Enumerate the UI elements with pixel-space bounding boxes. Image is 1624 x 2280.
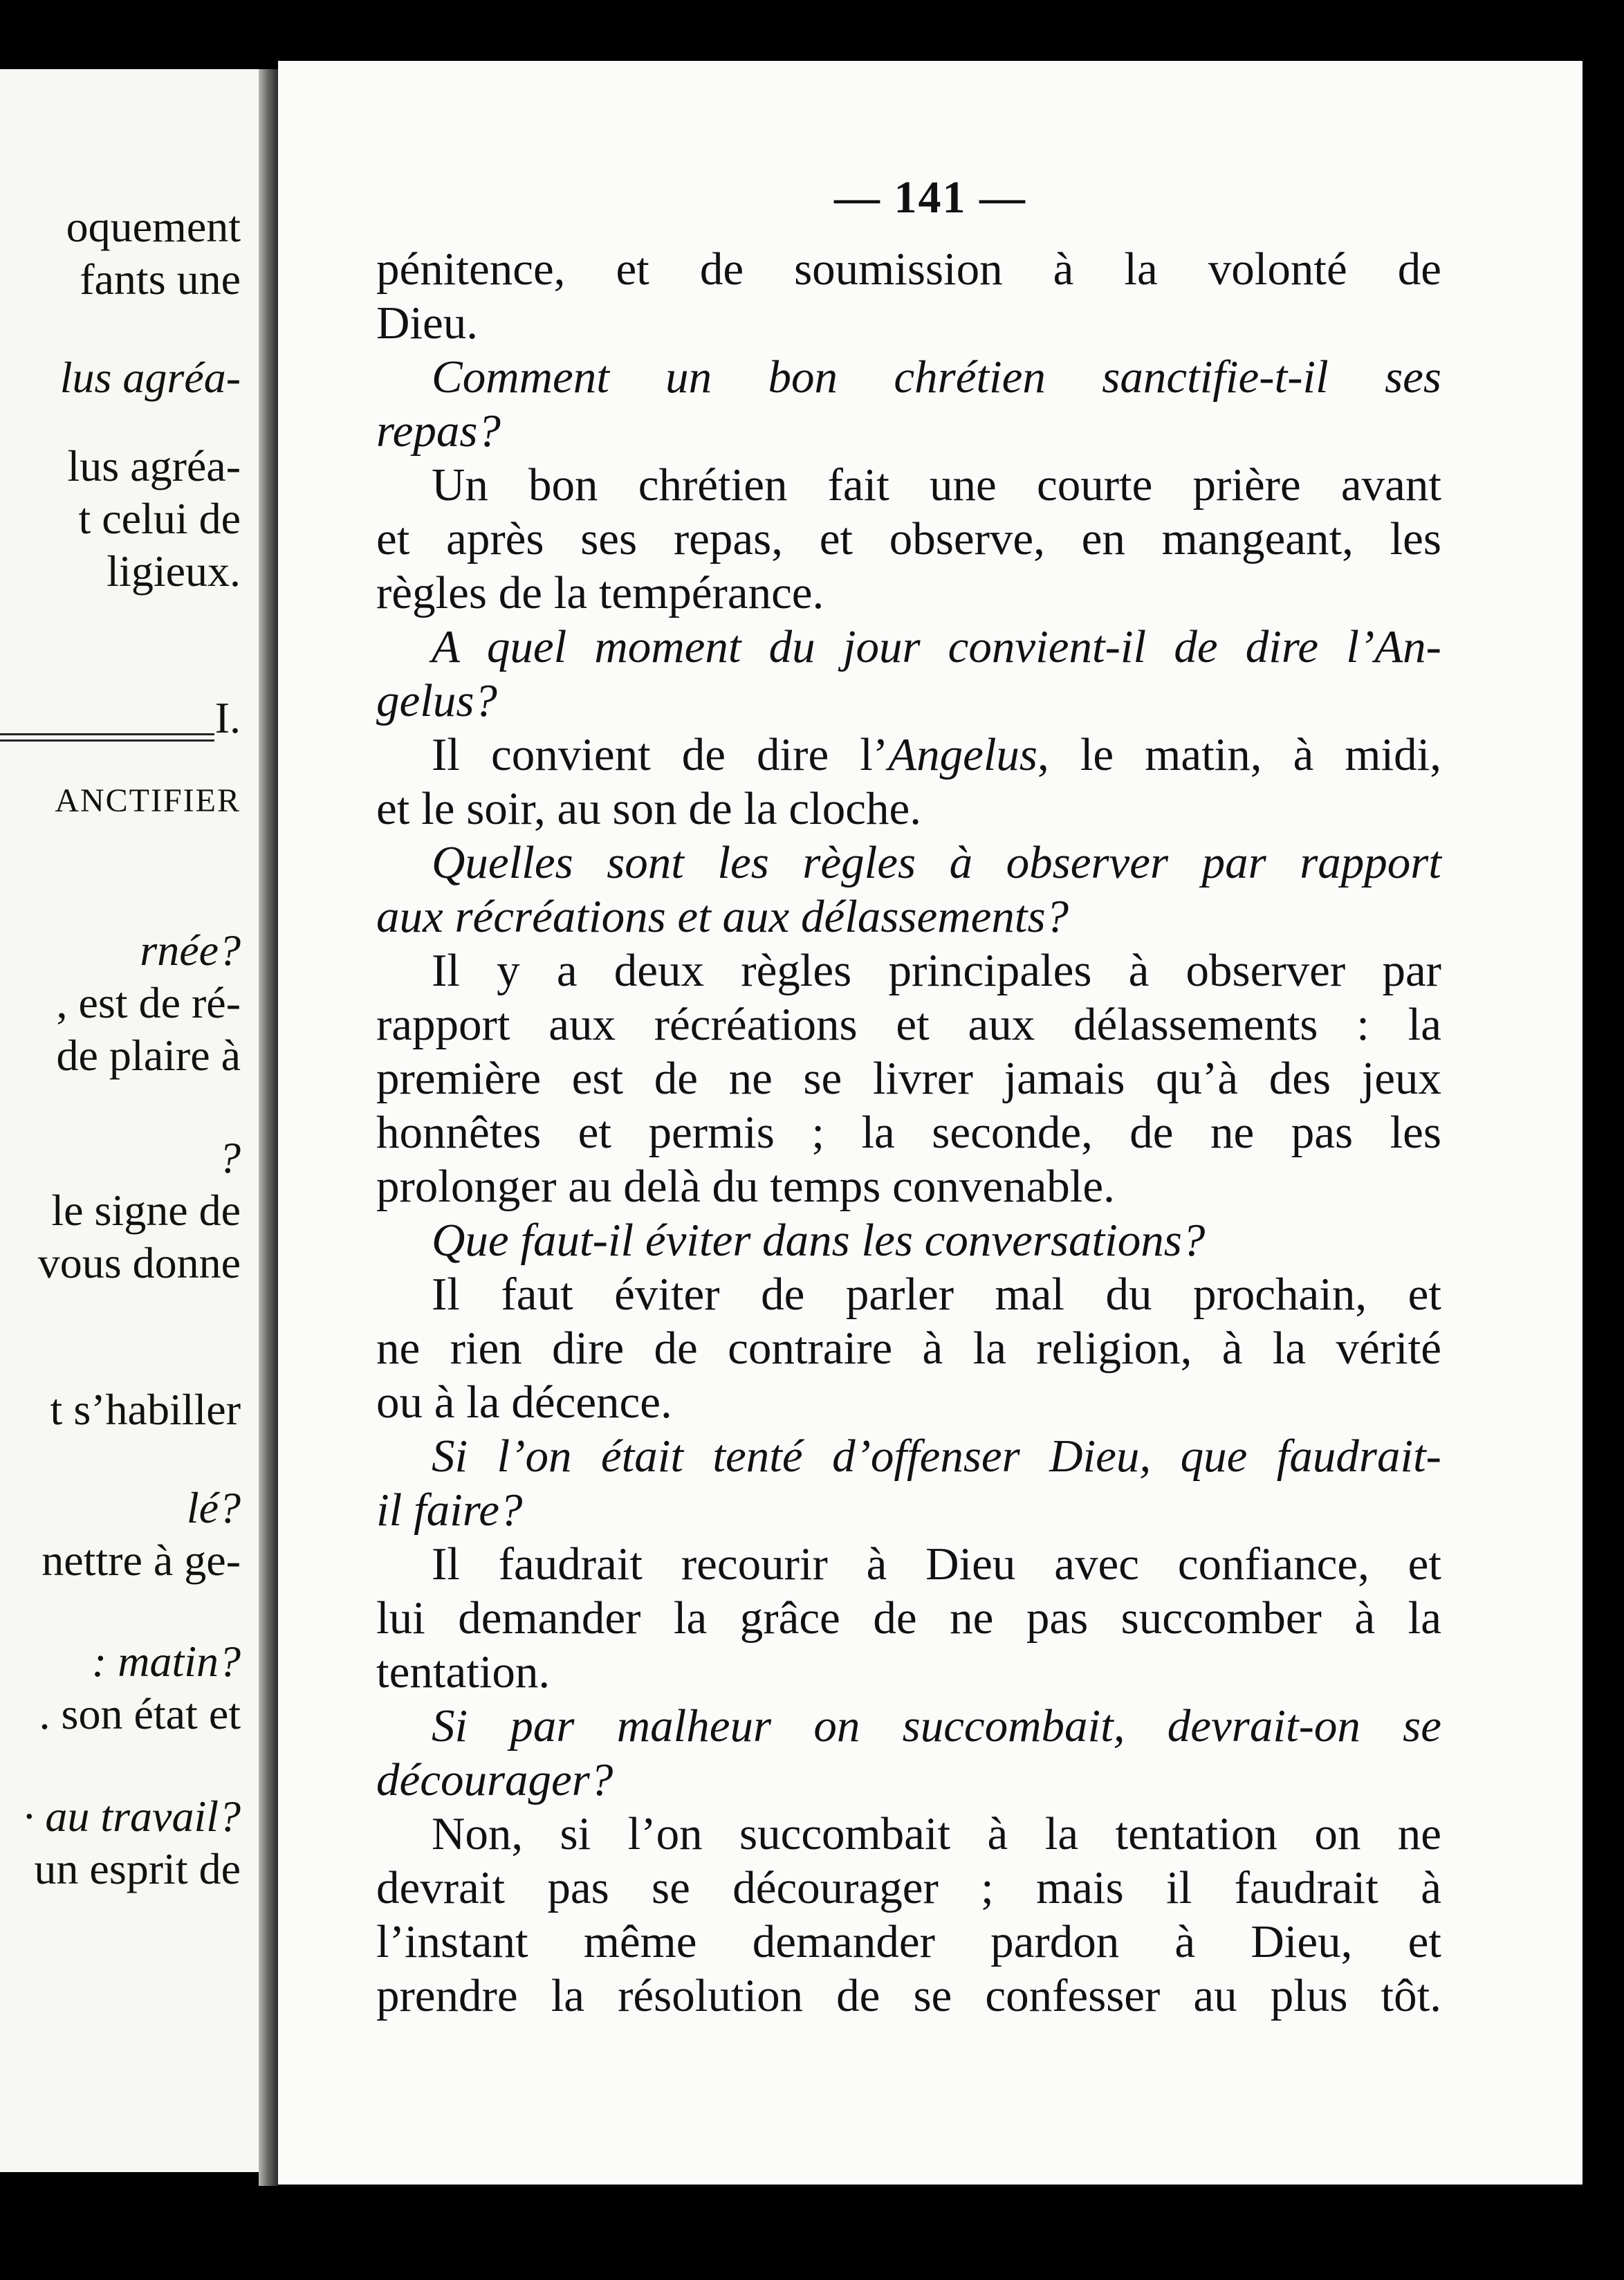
text-segment: pénitence, et de soumission à la volonté de [376, 243, 1441, 295]
text-segment: repas? [376, 405, 501, 457]
facing-page-line: rnée? [140, 926, 241, 975]
answer-line [376, 296, 1441, 350]
answer-line [376, 1807, 1441, 1861]
answer-line [376, 1159, 1441, 1213]
text-segment: Il faudrait recourir à Dieu avec confiance, et [432, 1538, 1441, 1590]
text-segment: tentation. [376, 1646, 551, 1698]
text-segment: Que faut-il éviter dans les conversations? [432, 1215, 1206, 1266]
text-segment: et le soir, au son de la cloche. [376, 783, 922, 834]
facing-page-line: un esprit de [34, 1844, 241, 1893]
text-segment: A quel moment du jour convient-il de dire l’An- [432, 621, 1441, 672]
text-segment: Angelus [888, 729, 1038, 780]
text-segment: Non, si l’on succombait à la tentation on ne [432, 1808, 1441, 1859]
text-segment: décourager? [376, 1754, 613, 1805]
facing-page-line: nettre à ge- [41, 1536, 241, 1585]
answer-line [376, 1321, 1441, 1375]
text-segment: aux récréations et aux délassements? [376, 891, 1069, 942]
text-segment: Si par malheur on succombait, devrait-on se [432, 1700, 1441, 1752]
answer-line [376, 242, 1441, 296]
page-number: — 141 — [834, 172, 1026, 223]
facing-page-line: lé? [186, 1483, 241, 1532]
facing-page-line: ANCTIFIER [55, 782, 241, 819]
answer-line [376, 1915, 1441, 1969]
answer-line [376, 1537, 1441, 1591]
question-line [376, 836, 1441, 890]
facing-page [0, 69, 290, 2172]
facing-page-line: lus agréa- [67, 441, 241, 490]
answer-line [376, 1861, 1441, 1915]
answer-line [376, 458, 1441, 512]
text-segment: Il convient de dire l’ [432, 729, 889, 780]
facing-page-line: ? [219, 1133, 241, 1182]
text-segment: l’instant même demander pardon à Dieu, et [376, 1916, 1441, 1967]
text-segment: Quelles sont les règles à observer par rapport [432, 837, 1441, 888]
text-segment: Il faut éviter de parler mal du prochain, et [432, 1269, 1441, 1320]
facing-page-line: I. [214, 693, 241, 742]
facing-page-line: vous donne [37, 1238, 241, 1287]
question-line [376, 620, 1441, 674]
text-segment: prendre la résolution de se confesser au plus tôt. [376, 1970, 1441, 2021]
question-line [376, 404, 1441, 458]
question-line [376, 1753, 1441, 1807]
text-segment: première est de ne se livrer jamais qu’à des jeux [376, 1053, 1441, 1104]
answer-line [376, 1645, 1441, 1699]
page-body [376, 242, 1441, 2023]
answer-line [376, 728, 1441, 782]
text-segment: gelus? [376, 675, 497, 726]
question-line [376, 674, 1441, 728]
facing-page-line: le signe de [51, 1186, 241, 1235]
facing-page-line: · au travail? [23, 1792, 241, 1841]
question-line [376, 350, 1441, 404]
text-segment: Si l’on était tenté d’offenser Dieu, que faudrait- [432, 1431, 1441, 1482]
answer-line [376, 782, 1441, 836]
question-line [376, 1699, 1441, 1753]
facing-page-line: oquement [66, 202, 241, 251]
text-segment: devrait pas se décourager ; mais il faudrait à [376, 1862, 1441, 1913]
answer-line [376, 512, 1441, 566]
text-segment: Comment un bon chrétien sanctifie-t-il ses [432, 351, 1441, 403]
facing-page-line: ligieux. [107, 546, 241, 596]
facing-page-line: t celui de [78, 494, 241, 543]
question-line [376, 890, 1441, 944]
facing-page-line: . son état et [39, 1689, 241, 1738]
question-line [376, 1213, 1441, 1267]
text-segment: règles de la tempérance. [376, 567, 824, 618]
question-line [376, 1429, 1441, 1483]
page [278, 61, 1583, 2185]
text-segment: et après ses repas, et observe, en mangeant, les [376, 513, 1441, 564]
facing-page-line: : matin? [91, 1637, 241, 1686]
facing-page-line: t s’habiller [50, 1385, 241, 1434]
text-segment: il faire? [376, 1484, 523, 1536]
facing-page-line: , est de ré- [56, 978, 241, 1027]
question-line [376, 1483, 1441, 1537]
text-segment: Un bon chrétien fait une courte prière avant [432, 459, 1441, 511]
answer-line [376, 1105, 1441, 1159]
section-rule [0, 733, 214, 742]
facing-page-line: de plaire à [56, 1031, 241, 1080]
answer-line [376, 1591, 1441, 1645]
text-segment: ne rien dire de contraire à la religion, à la vérité [376, 1323, 1441, 1374]
text-segment: honnêtes et permis ; la seconde, de ne pas les [376, 1107, 1441, 1158]
facing-page-line: fants une [80, 255, 241, 304]
answer-line [376, 998, 1441, 1051]
text-segment: Il y a deux règles principales à observer par [432, 945, 1441, 996]
text-segment: Dieu. [376, 297, 478, 349]
book-spine [259, 69, 278, 2186]
answer-line [376, 1375, 1441, 1429]
text-segment: , le matin, à midi, [1037, 729, 1441, 780]
answer-line [376, 944, 1441, 998]
answer-line [376, 566, 1441, 620]
answer-line [376, 1051, 1441, 1105]
text-segment: rapport aux récréations et aux délassements : la [376, 999, 1441, 1050]
text-segment: lui demander la grâce de ne pas succomber à la [376, 1592, 1441, 1644]
text-segment: ou à la décence. [376, 1377, 672, 1428]
answer-line [376, 1969, 1441, 2023]
text-segment: prolonger au delà du temps convenable. [376, 1161, 1115, 1212]
facing-page-line: lus agréa- [59, 353, 241, 402]
answer-line [376, 1267, 1441, 1321]
